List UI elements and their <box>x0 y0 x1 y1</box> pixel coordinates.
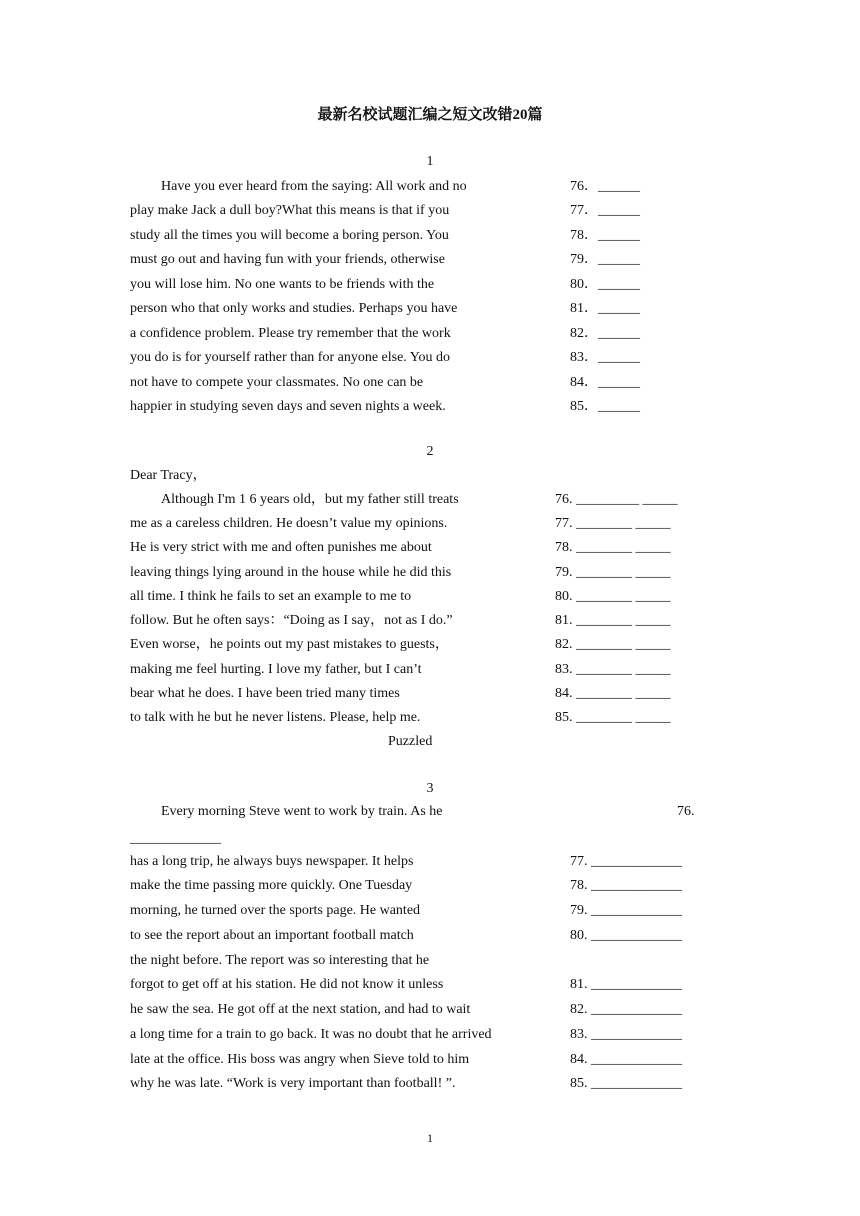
answer-blank-76[interactable]: 76. _________ _____ <box>555 492 678 507</box>
passage-2-line: He is very strict with me and often punishes me about <box>130 540 432 555</box>
answer-blank-78[interactable]: 78．______ <box>570 228 640 243</box>
answer-blank-85[interactable]: 85. _____________ <box>570 1076 682 1091</box>
passage-3-line: Every morning Steve went to work by train. As he <box>161 804 443 819</box>
answer-blank-78[interactable]: 78. ________ _____ <box>555 540 671 555</box>
passage-3-line: make the time passing more quickly. One Tuesday <box>130 878 413 893</box>
answer-blank-80[interactable]: 80. ________ _____ <box>555 589 671 604</box>
passage-2-line: Although I'm 1 6 years old，but my father still treats <box>161 492 459 507</box>
passage-3-line: to see the report about an important football match <box>130 928 414 943</box>
passage-3-number: 3 <box>426 781 434 796</box>
passage-3-line: a long time for a train to go back. It was no doubt that he arrived <box>130 1027 492 1042</box>
answer-blank-82[interactable]: 82．______ <box>570 326 640 341</box>
passage-2-signature: Puzzled <box>388 734 433 749</box>
passage-3-line: morning, he turned over the sports page. He wanted <box>130 903 421 918</box>
passage-2-line: leaving things lying around in the house while he did this <box>130 565 452 580</box>
answer-blank-80[interactable]: 80．______ <box>570 277 640 292</box>
passage-2-line: making me feel hurting. I love my father, but I can’t <box>130 662 422 677</box>
passage-1-line: not have to compete your classmates. No one can be <box>130 375 424 390</box>
passage-1-number: 1 <box>426 154 434 169</box>
passage-2-line: Even worse，he points out my past mistakes to guests， <box>130 637 449 652</box>
answer-blank-79[interactable]: 79. ________ _____ <box>555 565 671 580</box>
answer-blank-76[interactable]: _____________ <box>130 831 221 846</box>
answer-blank-77[interactable]: 77. _____________ <box>570 854 682 869</box>
passage-1-line: play make Jack a dull boy?What this means is that if you <box>130 203 450 218</box>
answer-blank-83[interactable]: 83．______ <box>570 350 640 365</box>
page-number: 1 <box>427 1131 433 1145</box>
answer-blank-76[interactable]: 76．______ <box>570 179 640 194</box>
answer-number-76: 76. <box>677 804 695 819</box>
passage-2-line: to talk with he but he never listens. Please, help me. <box>130 710 421 725</box>
answer-blank-83[interactable]: 83. ________ _____ <box>555 662 671 677</box>
answer-blank-80[interactable]: 80. _____________ <box>570 928 682 943</box>
passage-1-line: person who that only works and studies. Perhaps you have <box>130 301 458 316</box>
passage-1-line: study all the times you will become a boring person. You <box>130 228 449 243</box>
passage-2-number: 2 <box>426 444 434 459</box>
passage-1-line: Have you ever heard from the saying: All work and no <box>161 179 467 194</box>
passage-3-line: forgot to get off at his station. He did not know it unless <box>130 977 444 992</box>
passage-1-line: happier in studying seven days and seven nights a week. <box>130 399 446 414</box>
answer-blank-85[interactable]: 85. ________ _____ <box>555 710 671 725</box>
answer-blank-79[interactable]: 79．______ <box>570 252 640 267</box>
passage-1-line: a confidence problem. Please try remember that the work <box>130 326 451 341</box>
document-title: 最新名校试题汇编之短文改错20篇 <box>317 107 543 123</box>
answer-blank-81[interactable]: 81. ________ _____ <box>555 613 671 628</box>
passage-1-line: you will lose him. No one wants to be friends with the <box>130 277 435 292</box>
passage-2-line: follow. But he often says：“Doing as I say，not as I do.” <box>130 613 453 628</box>
passage-2-line: me as a careless children. He doesn’t value my opinions. <box>130 516 448 531</box>
answer-blank-81[interactable]: 81. _____________ <box>570 977 682 992</box>
passage-1-line: must go out and having fun with your friends, otherwise <box>130 252 445 267</box>
answer-blank-79[interactable]: 79. _____________ <box>570 903 682 918</box>
passage-3-line: he saw the sea. He got off at the next station, and had to wait <box>130 1002 471 1017</box>
answer-blank-78[interactable]: 78. _____________ <box>570 878 682 893</box>
answer-blank-82[interactable]: 82. ________ _____ <box>555 637 671 652</box>
answer-blank-85[interactable]: 85．______ <box>570 399 640 414</box>
passage-3-line: the night before. The report was so interesting that he <box>130 953 430 968</box>
passage-1-line: you do is for yourself rather than for anyone else. You do <box>130 350 450 365</box>
answer-blank-84[interactable]: 84. ________ _____ <box>555 686 671 701</box>
answer-blank-83[interactable]: 83. _____________ <box>570 1027 682 1042</box>
passage-2-line: all time. I think he fails to set an example to me to <box>130 589 412 604</box>
passage-2-salutation: Dear Tracy， <box>130 468 207 483</box>
passage-2-line: bear what he does. I have been tried many times <box>130 686 400 701</box>
passage-3-line: has a long trip, he always buys newspaper. It helps <box>130 854 414 869</box>
answer-blank-84[interactable]: 84．______ <box>570 375 640 390</box>
answer-blank-77[interactable]: 77. ________ _____ <box>555 516 671 531</box>
passage-3-line: why he was late. “Work is very important than football! ”. <box>130 1076 456 1091</box>
answer-blank-77[interactable]: 77．______ <box>570 203 640 218</box>
passage-3-line: late at the office. His boss was angry when Sieve told to him <box>130 1052 470 1067</box>
answer-blank-82[interactable]: 82. _____________ <box>570 1002 682 1017</box>
answer-blank-84[interactable]: 84. _____________ <box>570 1052 682 1067</box>
answer-blank-81[interactable]: 81．______ <box>570 301 640 316</box>
